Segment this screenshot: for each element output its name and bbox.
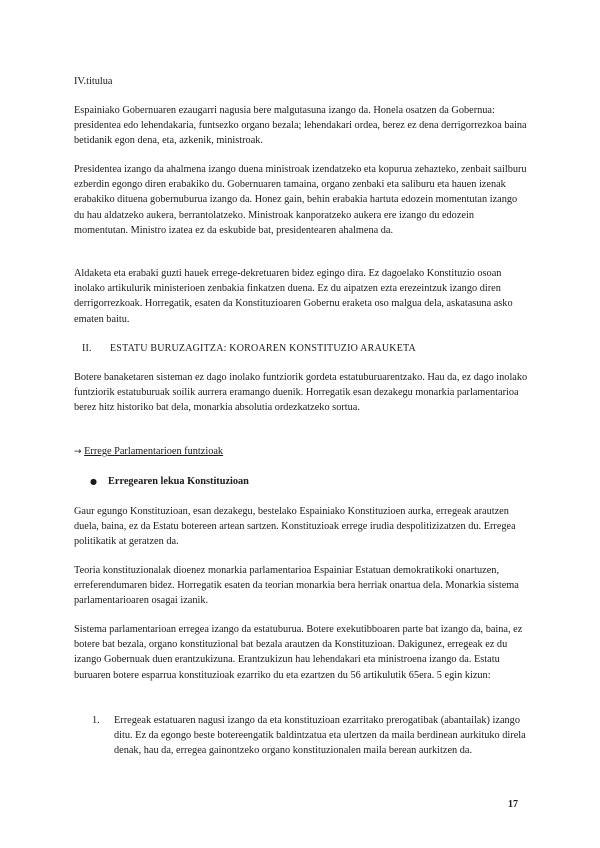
- page-number: 17: [508, 799, 518, 810]
- paragraph-1: Espainiako Gobernuaren ezaugarri nagusia bere malgutasuna izango da. Honela osatzen da Gobernua: presidentea edo lehendakaria, funtsezko organo bezala; lehendakari ordea, berez ez dena derrigorrezkoa baina betidanik egon dena, eta, azkenik, ministroak.: [74, 105, 527, 147]
- arrow-right-icon: →: [74, 447, 82, 457]
- section-label: ESTATU BURUZAGITZA: KOROAREN KONSTITUZIO ARAUKETA: [110, 343, 416, 354]
- section-heading: [82, 341, 522, 356]
- paragraph-7: Sistema parlamentarioan erregea izango da estatuburua. Botere exekutibboaren parte bat izango da, baina, ez botere bat bezala, organo konstituzional bat bezala arautzen da Konstituzioan. Dakigunez, erregeak ez du izango Gobernuak duen erantzukizuna. Erantzukizun hau lehendakari eta ministroena izango da. Estatu buruaren botere esparrua konstituzioak ezarriko du eta ezartzen du 56 artikulutik 65era. 5 egin kizun:: [74, 624, 523, 681]
- section-number: II.: [82, 343, 92, 354]
- paragraph-6: Teoria konstituzionalak dioenez monarkia parlamentarioa Espainiar Estatuan demokratikoki onartuzen, erreferendumaren bidez. Horregatik esaten da teorian monarkia bera herriak onartua dela. Monarkia sistema parlamentarioaren osagai izanik.: [74, 565, 519, 607]
- paragraph-5: Gaur egungo Konstituzioan, esan dezakegu, bestelako Espainiako Konstituzioen aurka, erregeak arautzen duela, baina, ez da Estatu botereen artean sartzen. Konstituzioak errege irudia despolitizizatzen du. Erregea politikatik at geratzen da.: [74, 506, 516, 548]
- bullet-heading: [90, 474, 510, 489]
- bullet-heading-label: Erregearen lekua Konstituzioan: [108, 476, 249, 487]
- list-item-number: 1.: [92, 715, 100, 726]
- chapter-title: IV.titulua: [74, 76, 113, 87]
- list-item-text: Erregeak estatuaren nagusi izango da eta konstituzioan ezarritako prerogatibak (abantailak) izango ditu. Ez da egongo beste botereengatik baldintzatua eta ulertzen da maila berdinean aurkituko direla denak, hau da, erregea gainontzeko organo konstituzionalen maila berean aurkitzen da.: [114, 715, 526, 757]
- functions-subheading: [74, 444, 530, 460]
- paragraph-2: Presidentea izango da ahalmena izango duena ministroak izendatzeko eta kopurua zehazteko, zenbait sailburu ezberdin egongo diren erabakiko du. Gobernuaren tamaina, organo zenbaki eta saliburu eta hauen izenak erabakiko dituena gobernuburua izango da. Honez gain, behin erabakia hartuta edozein momentutan izango du hau aldatzeko aukera, berrantolatzeko. Ministroak kanporatzeko aukera ere izango du edozein momentutan. Ministro izatea ez da eskubide bat, presidentearen ahalmena da.: [74, 164, 527, 236]
- paragraph-3: Aldaketa eta erabaki guzti hauek errege-dekretuaren bidez egingo dira. Ez dagoelako Konstituzio osoan inolako artikulurik ministerioen zenbakia finkatzen duena. Ez du aipatzen ezta erezeintzuk izango diren derrigorrezkoak. Horregatik, esaten da Konstituzioaren Gobernu eraketa oso malgua dela, askatasuna asko ematen baitu.: [74, 268, 513, 325]
- paragraph-4: Botere banaketaren sisteman ez dago inolako funtziorik gordeta estatuburuarentzako. Hau da, ez dago inolako funtziorik estatuburuak soilik aurrera eramango duenik. Horregatik esan dezakegu monarkia parlamentarioa berez hitz historiko bat dela, monarkia absolutia ordezkatzeko sortua.: [74, 372, 528, 414]
- bullet-dot-icon: ●: [90, 477, 97, 486]
- functions-subheading-label: Errege Parlamentarioen funtzioak: [84, 446, 224, 457]
